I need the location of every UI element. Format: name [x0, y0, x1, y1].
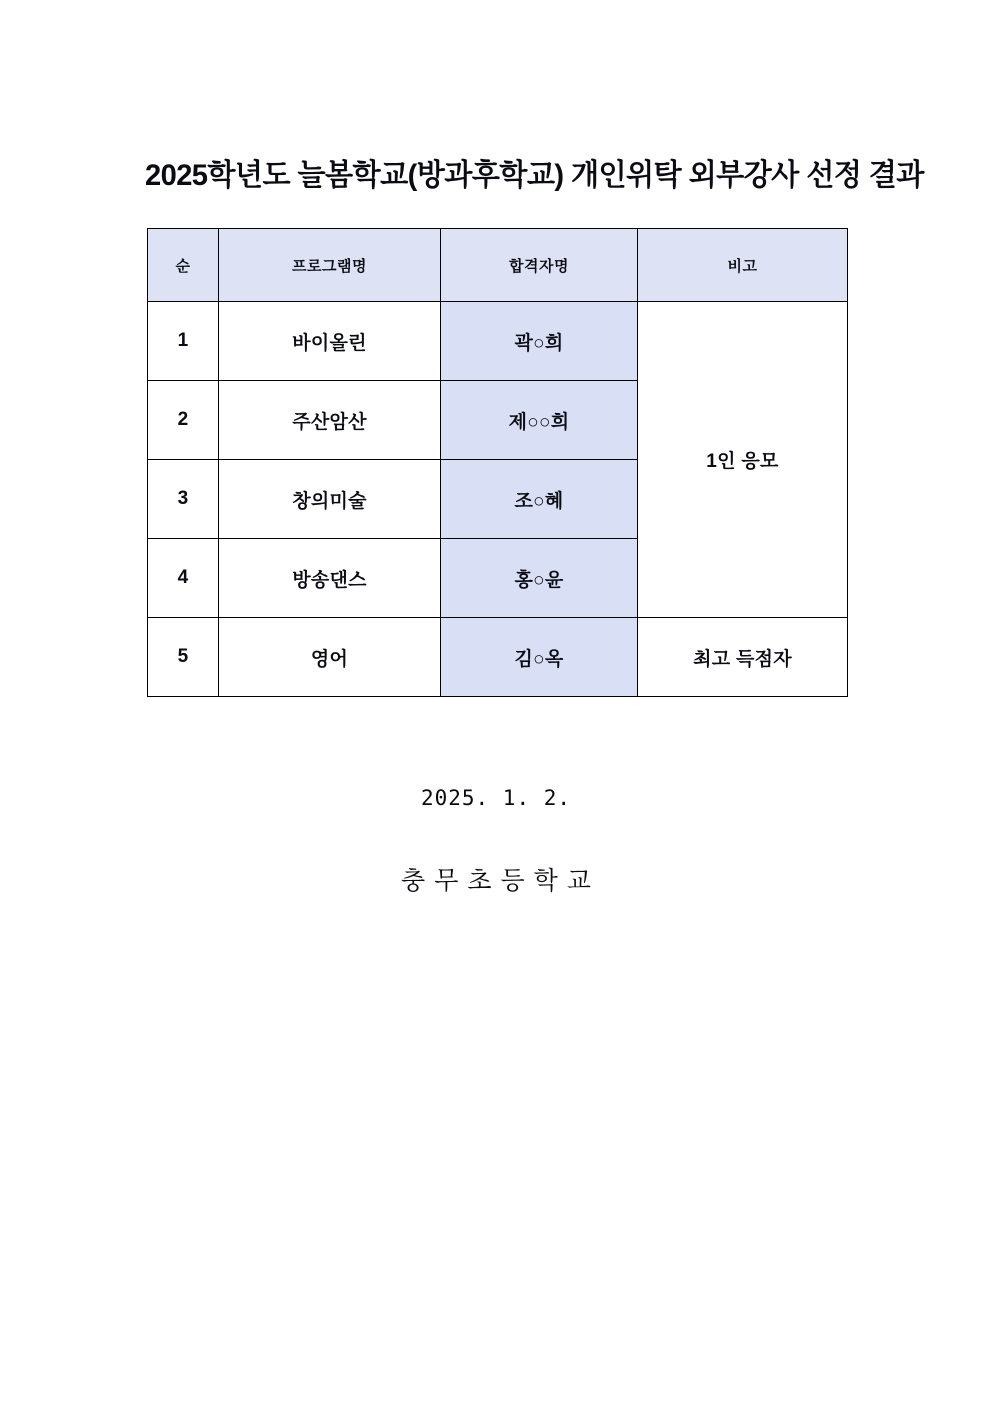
cell-program: 창의미술 [219, 460, 441, 539]
cell-no: 4 [148, 539, 219, 618]
cell-program: 바이올린 [219, 302, 441, 381]
issuing-school: 충무초등학교 [401, 867, 600, 895]
cell-program: 주산암산 [219, 381, 441, 460]
cell-program: 방송댄스 [219, 539, 441, 618]
cell-passer: 제○○희 [441, 381, 638, 460]
table-row [148, 302, 848, 381]
column-header-remark: 비고 [638, 229, 848, 302]
cell-no: 1 [148, 302, 219, 381]
cell-passer: 김○옥 [441, 618, 638, 697]
cell-program: 영어 [219, 618, 441, 697]
cell-passer: 곽○희 [441, 302, 638, 381]
cell-passer: 홍○윤 [441, 539, 638, 618]
table-header-row [148, 229, 848, 302]
page-title: 2025학년도 늘봄학교(방과후학교) 개인위탁 외부강사 선정 결과 [145, 159, 924, 192]
column-header-no: 순 [148, 229, 219, 302]
cell-no: 2 [148, 381, 219, 460]
cell-remark: 최고 득점자 [638, 618, 848, 697]
cell-passer: 조○혜 [441, 460, 638, 539]
issue-date: 2025. 1. 2. [420, 786, 572, 810]
table-row [148, 618, 848, 697]
cell-remark-merged: 1인 응모 [638, 302, 848, 618]
column-header-passer: 합격자명 [441, 229, 638, 302]
cell-no: 3 [148, 460, 219, 539]
column-header-program: 프로그램명 [219, 229, 441, 302]
selection-result-table [147, 228, 848, 697]
cell-no: 5 [148, 618, 219, 697]
